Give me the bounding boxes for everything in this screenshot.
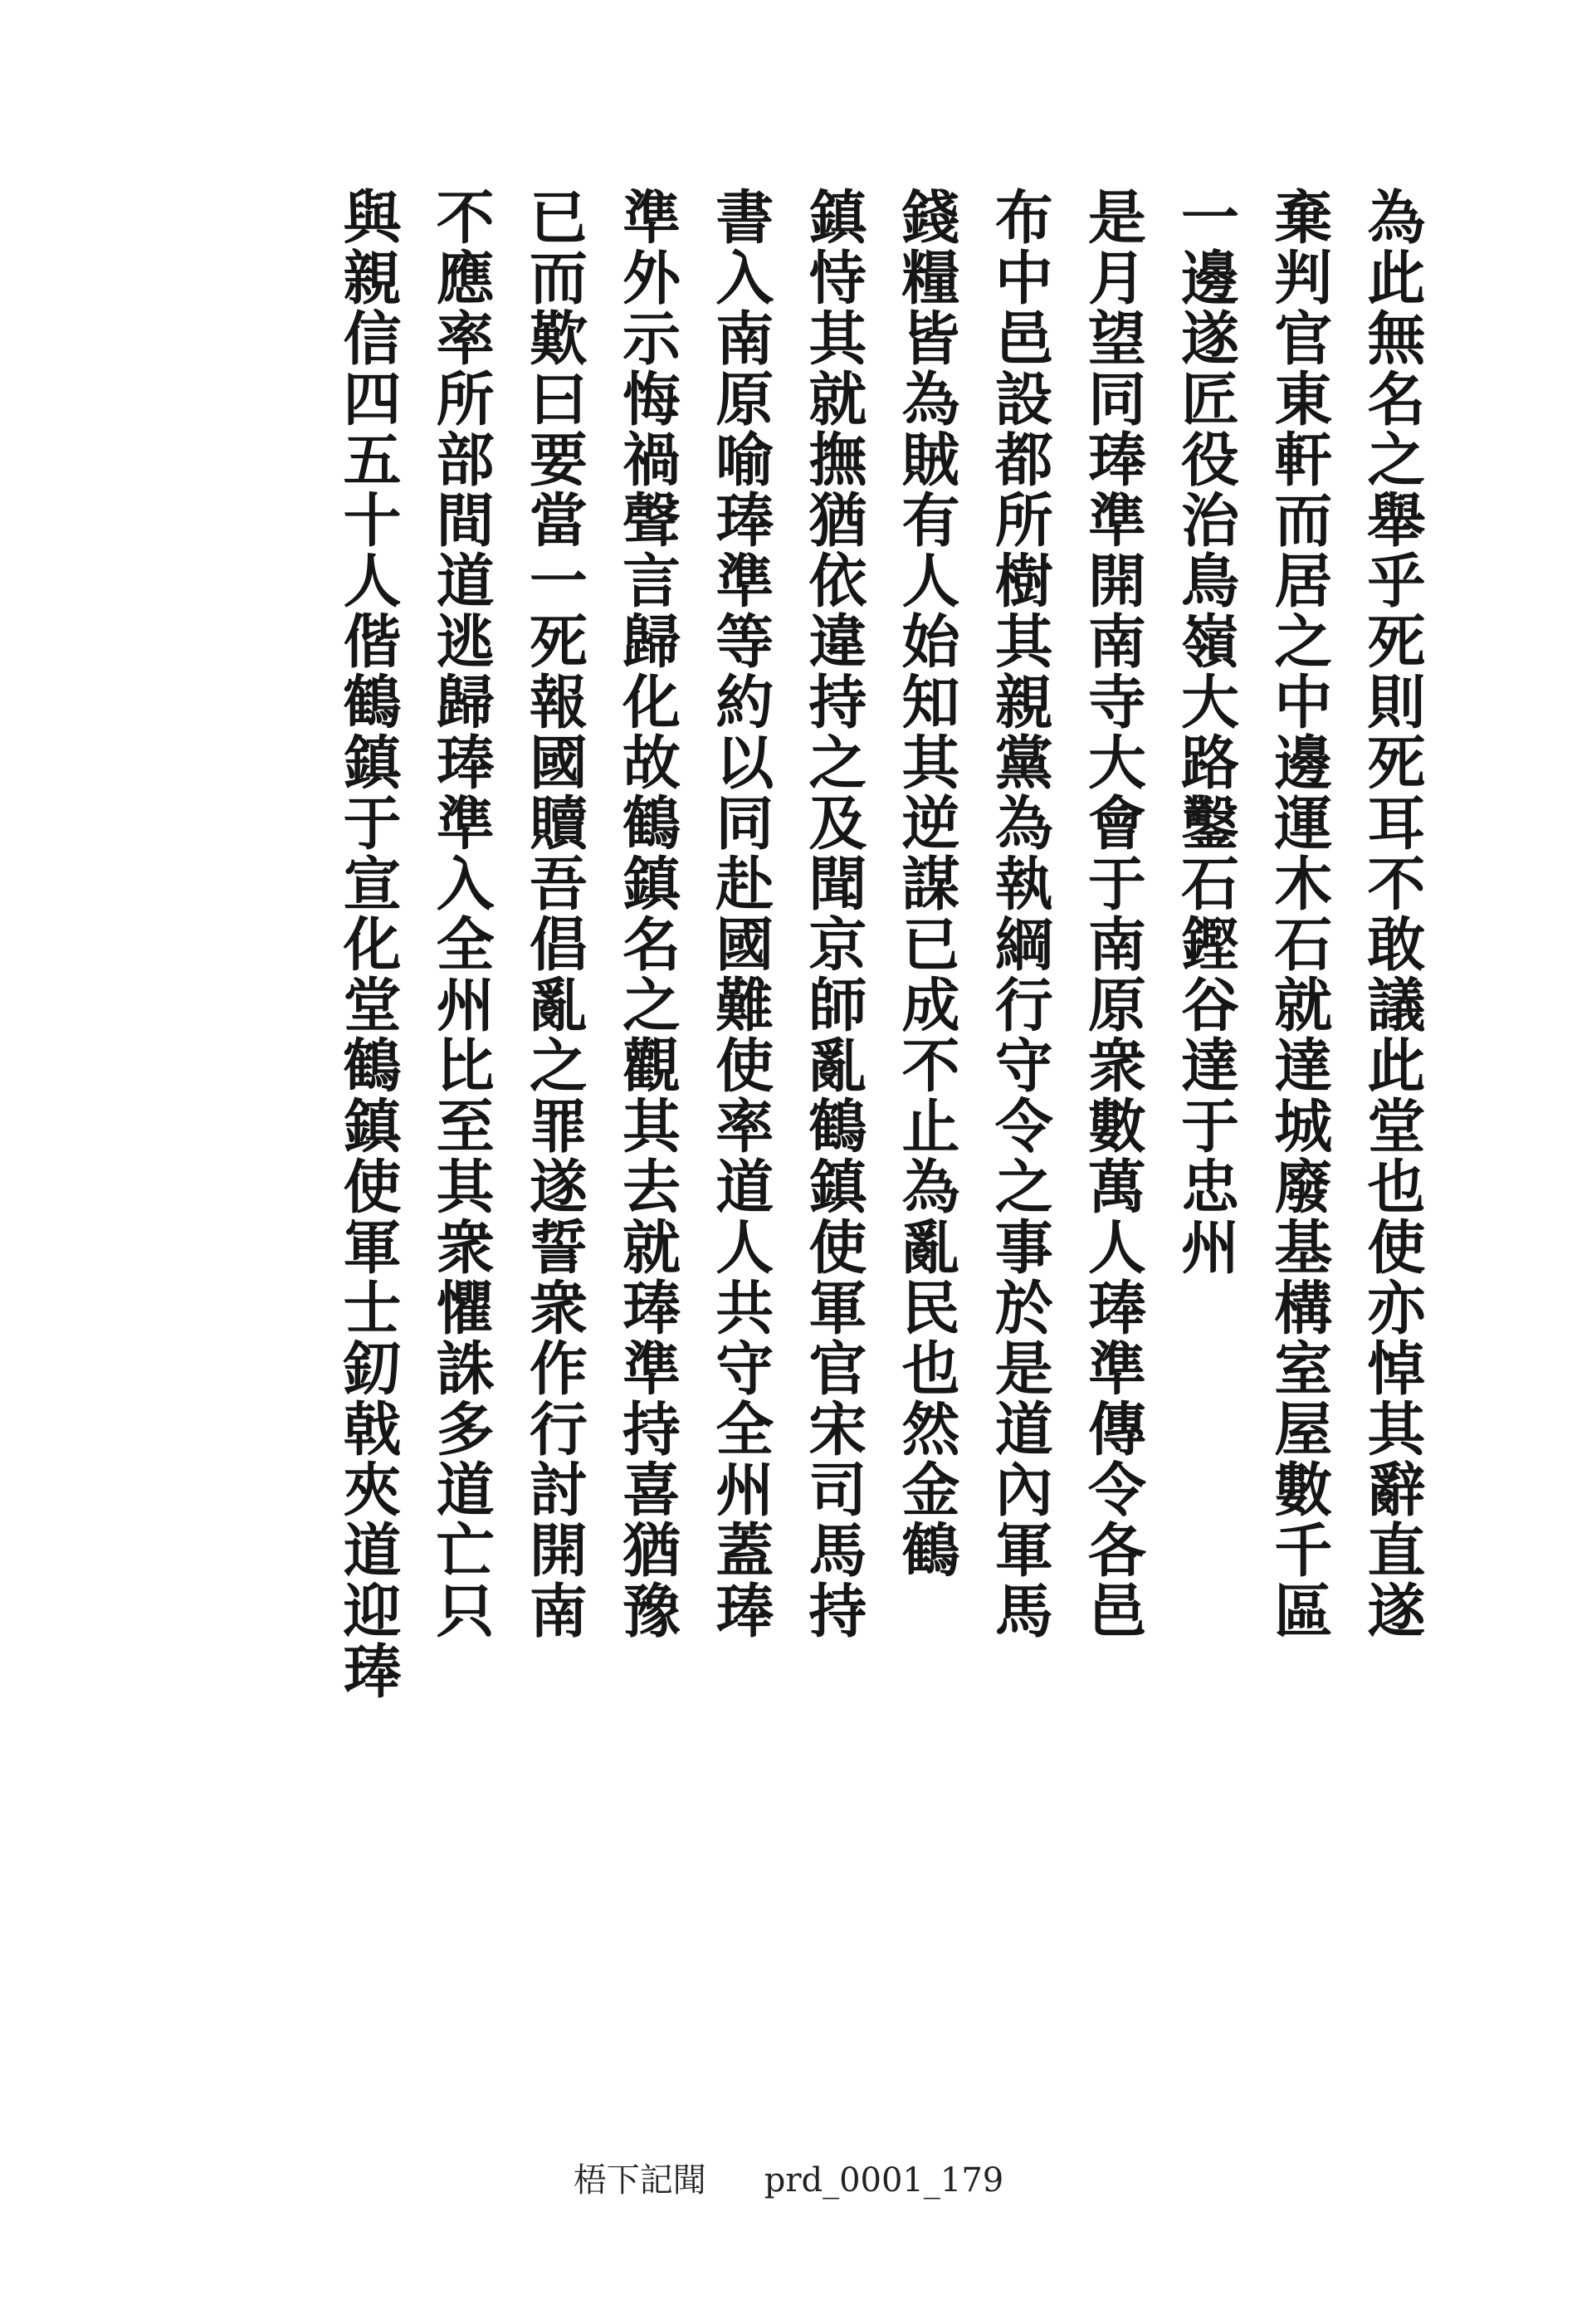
text-column-6: 錢糧皆為賊有人始知其逆謀已成不止為亂民也然金鶴 xyxy=(892,187,962,1580)
text-column-4: 是月望同琫準開南寺大會于南原衆數萬人琫準傳令各邑 xyxy=(1078,187,1148,1641)
footer-title: 梧下記聞 xyxy=(573,2161,706,2200)
text-column-9: 準外示悔禍聲言歸化故鶴鎮名之觀其去就琫準持喜猶豫 xyxy=(613,187,682,1641)
text-column-8: 書入南原喻琫準等約以同赴國難使率道人共守全州蓋琫 xyxy=(706,187,775,1641)
text-column-5: 布中邑設都所樹其親黨為執綱行守令之事於是道內軍馬 xyxy=(985,187,1055,1641)
text-column-11: 不應率所部間道逃歸琫準入全州比至其衆懼誅多道亡只 xyxy=(427,187,496,1641)
text-column-12: 與親信四五十人偕鶴鎮于宣化堂鶴鎮使軍士釖戟夾道迎琫 xyxy=(334,187,403,1702)
text-column-10: 已而歎曰要當一死報國贖吾倡亂之罪遂誓衆作行討開南 xyxy=(520,187,589,1641)
manuscript-text-block xyxy=(328,187,1432,1826)
page-footer xyxy=(0,2154,1577,2201)
text-column-3: 一邊遂匠役治鳥嶺大路鑿石鏗谷達于忠州 xyxy=(1171,187,1241,1277)
text-column-1: 為此無名之舉乎死則死耳不敢議此堂也使亦悼其辭直遂 xyxy=(1357,187,1427,1641)
footer-page-id: prd_0001_179 xyxy=(764,2161,1004,2200)
text-column-7: 鎮恃其就撫猶依違持之及聞京師亂鶴鎮使軍官宋司馬持 xyxy=(798,187,868,1641)
text-column-2: 棄判官東軒而居之中邊運木石就達城廢基構室屋數千區 xyxy=(1264,187,1334,1641)
